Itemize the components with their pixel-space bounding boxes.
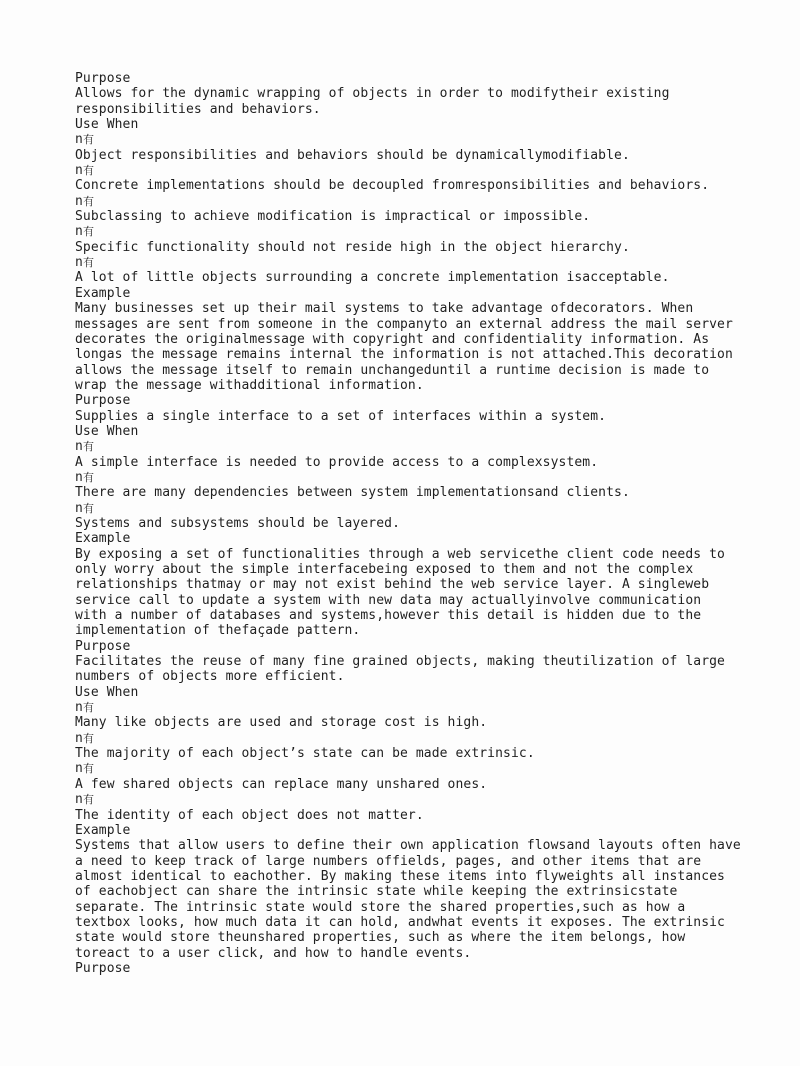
tofu-glyph: 有 [82, 731, 95, 745]
tofu-glyph: 有 [82, 470, 95, 484]
text-line: Systems and subsystems should be layered. [75, 515, 400, 531]
section-heading: Example [75, 285, 131, 301]
text-line: implementation of thefaçade pattern. [75, 623, 361, 639]
bullet-marker: n有 [75, 163, 95, 179]
text-line: messages are sent from someone in the companyto an external address the mail server [75, 316, 733, 332]
section-next-pattern [75, 961, 760, 976]
text-line: The identity of each object does not matter. [75, 807, 424, 823]
tofu-glyph: 有 [82, 793, 95, 807]
bullet-marker: n有 [75, 700, 95, 716]
text-line: Allows for the dynamic wrapping of objects in order to modifytheir existing [75, 86, 670, 102]
text-line: A few shared objects can replace many unshared ones. [75, 776, 488, 792]
text-line: Systems that allow users to define their own application flowsand layouts often have [75, 838, 741, 854]
text-line: wrap the message withadditional information. [75, 377, 424, 393]
text-line: Specific functionality should not reside high in the object hierarchy. [75, 239, 630, 255]
document-text-block [75, 71, 760, 976]
text-line: relationships thatmay or may not exist behind the web service layer. A singleweb [75, 577, 710, 593]
tofu-glyph: 有 [82, 440, 95, 454]
section-heading: Use When [75, 684, 139, 700]
bullet-marker: n有 [75, 761, 95, 777]
text-line: a need to keep track of large numbers offields, pages, and other items that are [75, 853, 702, 869]
text-line: only worry about the simple interfacebeing exposed to them and not the complex [75, 562, 694, 577]
bullet-marker: n有 [75, 500, 95, 516]
text-line: with a number of databases and systems,however this detail is hidden due to the [75, 608, 702, 624]
section-decorator-pattern [75, 71, 760, 393]
tofu-glyph: 有 [82, 762, 95, 776]
text-line: There are many dependencies between system implementationsand clients. [75, 485, 630, 501]
section-heading: Purpose [75, 71, 131, 86]
text-line: Concrete implementations should be decoupled fromresponsibilities and behaviors. [75, 178, 710, 194]
bullet-marker: n有 [75, 469, 95, 485]
text-line: Facilitates the reuse of many fine grained objects, making theutilization of large [75, 654, 725, 670]
section-heading: Example [75, 531, 131, 547]
tofu-glyph: 有 [82, 256, 95, 270]
section-heading: Purpose [75, 638, 131, 654]
text-line: Supplies a single interface to a set of interfaces within a system. [75, 408, 607, 424]
section-heading: Use When [75, 423, 139, 439]
text-line: Many like objects are used and storage cost is high. [75, 715, 488, 731]
text-line: almost identical to eachother. By making these items into flyweights all instances [75, 868, 725, 884]
bullet-marker: n有 [75, 255, 95, 271]
text-line: textbox looks, how much data it can hold, andwhat events it exposes. The extrinsic [75, 914, 725, 930]
text-line: Object responsibilities and behaviors should be dynamicallymodifiable. [75, 147, 630, 163]
bullet-marker: n有 [75, 439, 95, 455]
section-facade-pattern [75, 393, 760, 639]
bullet-marker: n有 [75, 224, 95, 240]
text-line: Subclassing to achieve modification is impractical or impossible. [75, 209, 591, 225]
text-line: numbers of objects more efficient. [75, 669, 345, 685]
tofu-glyph: 有 [82, 133, 95, 147]
section-heading: Purpose [75, 393, 131, 409]
section-flyweight-pattern [75, 639, 760, 961]
text-line: separate. The intrinsic state would store the shared properties,such as how a [75, 899, 686, 915]
text-line: allows the message itself to remain unchangeduntil a runtime decision is made to [75, 362, 710, 378]
section-heading: Example [75, 822, 131, 838]
text-line: state would store theunshared properties, such as where the item belongs, how [75, 930, 686, 946]
section-heading: Purpose [75, 960, 131, 976]
text-line: longas the message remains internal the information is not attached.This decoration [75, 347, 733, 363]
tofu-glyph: 有 [82, 225, 95, 239]
text-line: of eachobject can share the intrinsic state while keeping the extrinsicstate [75, 884, 678, 900]
text-line: toreact to a user click, and how to handle events. [75, 945, 472, 961]
bullet-marker: n有 [75, 193, 95, 209]
text-line: decorates the originalmessage with copyright and confidentiality information. As [75, 331, 710, 347]
text-line: A lot of little objects surrounding a concrete implementation isacceptable. [75, 270, 670, 286]
tofu-glyph: 有 [82, 164, 95, 178]
bullet-marker: n有 [75, 132, 95, 148]
tofu-glyph: 有 [82, 501, 95, 515]
text-line: Many businesses set up their mail systems to take advantage ofdecorators. When [75, 301, 694, 317]
tofu-glyph: 有 [82, 194, 95, 208]
text-line: By exposing a set of functionalities through a web servicethe client code needs to [75, 546, 725, 562]
tofu-glyph: 有 [82, 701, 95, 715]
text-line: service call to update a system with new data may actuallyinvolve communication [75, 592, 702, 608]
text-line: The majority of each object’s state can be made extrinsic. [75, 746, 535, 762]
text-line: A simple interface is needed to provide access to a complexsystem. [75, 454, 599, 470]
section-heading: Use When [75, 117, 139, 133]
text-line: responsibilities and behaviors. [75, 101, 321, 117]
bullet-marker: n有 [75, 730, 95, 746]
bullet-marker: n有 [75, 792, 95, 808]
